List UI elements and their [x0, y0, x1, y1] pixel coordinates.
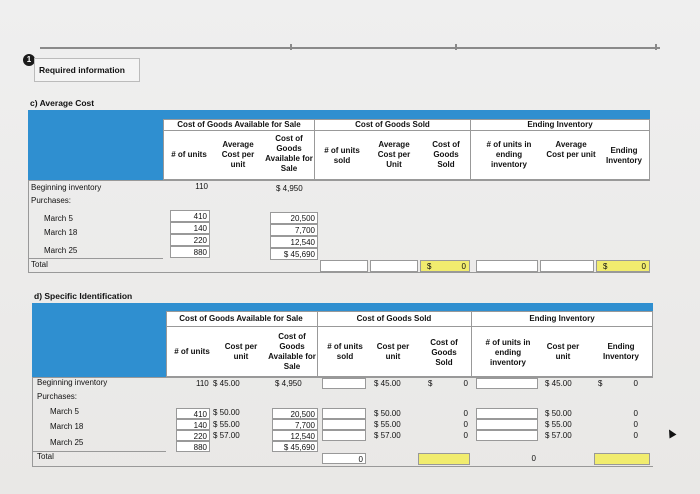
d-units-m5: 410	[176, 408, 210, 419]
rule	[32, 451, 166, 452]
d-units-sold-m5-input[interactable]	[322, 408, 366, 419]
required-info-tab[interactable]	[34, 58, 140, 82]
d-end-inv-beginning: 0	[633, 379, 638, 388]
d-end-title: Ending Inventory	[529, 314, 595, 323]
section-c-title: c) Average Cost	[30, 98, 95, 108]
d-units-end-m25-input[interactable]	[476, 430, 538, 441]
d-row-m25: March 25	[50, 438, 84, 447]
c-avg-cost-unit-total-input[interactable]	[370, 260, 418, 272]
d-end-cost-beginning: $ 45.00	[545, 379, 572, 388]
d-end-inv-m5: 0	[633, 409, 638, 418]
d-sold-cost-m25: $ 57.00	[374, 431, 401, 440]
rule	[163, 130, 650, 131]
d-units-end-total: 0	[531, 454, 536, 463]
d-col-cost-per-unit: Cost per unit	[224, 342, 258, 361]
d-cogs-m25: 12,540	[272, 430, 318, 441]
d-col-units: # of units	[174, 347, 210, 356]
d-units-sold-m18-input[interactable]	[322, 419, 366, 430]
c-units-m5: 410	[170, 210, 210, 222]
required-info-label: Required information	[39, 65, 125, 75]
d-avail-title: Cost of Goods Available for Sale	[179, 314, 303, 323]
c-cogs-m5: 20,500	[270, 212, 318, 224]
d-cogs-total: $ 45,690	[272, 441, 318, 452]
d-sold-cost-beginning: $ 45.00	[374, 379, 401, 388]
c-cogs-m25: 12,540	[270, 236, 318, 248]
c-col-end-inv: Ending Inventory	[605, 146, 642, 165]
d-end-cost-m25: $ 57.00	[545, 431, 572, 440]
d-sold-cogs-beginning: 0	[463, 379, 468, 388]
c-avg-cost-end-total-input[interactable]	[540, 260, 594, 272]
c-col-avg-cost-unit: Average Cost per Unit	[377, 140, 411, 169]
c-units-sold-total-input[interactable]	[320, 260, 368, 272]
c-end-inv-sym: $	[603, 262, 608, 271]
d-cogs-m18: 7,700	[272, 419, 318, 430]
d-sold-cogs-sym: $	[428, 379, 433, 388]
d-end-inv-m18: 0	[633, 420, 638, 429]
d-col-cogs-avail: Cost of Goods Available for Sale	[268, 332, 316, 371]
c-sold-title: Cost of Goods Sold	[355, 120, 430, 129]
d-cogs-m5: 20,500	[272, 408, 318, 419]
rule	[28, 180, 650, 181]
c-cogs-sold-sym: $	[427, 262, 432, 271]
c-col-cogs-avail: Cost of Goods Available for Sale	[265, 134, 313, 173]
d-end-cost-m5: $ 50.00	[545, 409, 572, 418]
c-units-m18: 140	[170, 222, 210, 234]
d-row-purchases: Purchases:	[37, 392, 78, 401]
c-cogs-sold-total[interactable]	[420, 260, 470, 272]
d-col-cogs-sold: Cost of Goods Sold	[430, 338, 458, 367]
c-end-inv-total[interactable]	[596, 260, 650, 272]
d-col-cost-per-unit-sold: Cost per unit	[376, 342, 410, 361]
c-row-m5: March 5	[44, 214, 73, 223]
d-cost-m18: $ 55.00	[213, 420, 240, 429]
divider-tick	[290, 44, 292, 50]
d-sold-cogs-total[interactable]	[418, 453, 470, 465]
info-number-icon: 1	[23, 54, 35, 66]
d-sold-cogs-m18: 0	[463, 420, 468, 429]
c-col-units: # of units	[171, 150, 207, 159]
d-sold-cogs-m5: 0	[463, 409, 468, 418]
d-cost-beginning: $ 45.00	[213, 379, 240, 388]
d-sold-cost-m18: $ 55.00	[374, 420, 401, 429]
rule	[166, 326, 653, 327]
d-row-m5: March 5	[50, 407, 79, 416]
c-row-beginning: Beginning inventory	[31, 183, 102, 192]
c-cogs-total: $ 45,690	[270, 248, 318, 260]
section-c-bar	[28, 110, 650, 119]
d-end-inv-m25: 0	[633, 431, 638, 440]
c-col-units-sold: # of units sold	[324, 146, 360, 165]
divider-tick	[655, 44, 657, 50]
c-avail-title: Cost of Goods Available for Sale	[177, 120, 301, 129]
c-units-total: 880	[170, 246, 210, 258]
c-col-avg-cost: Average Cost per unit	[221, 140, 255, 169]
divider	[40, 47, 660, 49]
d-end-cost-m18: $ 55.00	[545, 420, 572, 429]
d-units-m18: 140	[176, 419, 210, 430]
d-end-inv-total[interactable]	[594, 453, 650, 465]
d-units-total: 880	[176, 441, 210, 452]
c-col-avg-cost-end: Average Cost per unit	[546, 140, 596, 159]
d-col-end-inv: Ending Inventory	[602, 342, 639, 361]
d-units-sold-beginning-input[interactable]	[322, 378, 366, 389]
d-end-inv-sym: $	[598, 379, 603, 388]
d-sold-title: Cost of Goods Sold	[356, 314, 432, 323]
divider-tick	[455, 44, 457, 50]
c-end-inv-val: 0	[641, 262, 646, 271]
d-units-m25: 220	[176, 430, 210, 441]
c-cogs-m18: 7,700	[270, 224, 318, 236]
rule	[32, 377, 33, 466]
c-row-purchases: Purchases:	[31, 196, 72, 205]
d-row-beginning: Beginning inventory	[37, 378, 108, 387]
d-col-units-end: # of units in ending inventory	[485, 338, 531, 367]
c-row-m18: March 18	[44, 228, 78, 237]
d-units-end-m18-input[interactable]	[476, 419, 538, 430]
rule	[471, 311, 472, 377]
rule	[28, 272, 650, 273]
c-col-units-end: # of units in ending inventory	[486, 140, 532, 169]
d-sold-cost-m5: $ 50.00	[374, 409, 401, 418]
c-cogs-sold-val: 0	[461, 262, 466, 271]
d-cost-m5: $ 50.00	[213, 408, 240, 417]
section-d-bar	[32, 303, 653, 311]
c-units-end-total-input[interactable]	[476, 260, 538, 272]
d-sold-cogs-m25: 0	[463, 431, 468, 440]
rule	[470, 119, 471, 180]
section-d-label-block	[32, 311, 166, 377]
section-d-title: d) Specific Identification	[34, 291, 133, 301]
rule	[28, 258, 163, 259]
section-c-label-block	[28, 119, 163, 180]
d-row-m18: March 18	[50, 422, 84, 431]
d-cost-m25: $ 57.00	[213, 431, 240, 440]
c-col-cogs-sold: Cost of Goods Sold	[432, 140, 460, 169]
d-col-units-sold: # of units sold	[327, 342, 363, 361]
c-end-title: Ending Inventory	[527, 120, 593, 129]
d-units-sold-total: 0	[322, 453, 366, 464]
c-units-beginning: 110	[195, 182, 208, 191]
d-col-cost-per-unit-end: Cost per unit	[546, 342, 580, 361]
c-row-total: Total	[31, 260, 48, 269]
rule	[32, 466, 653, 467]
d-units-end-beginning-input[interactable]	[476, 378, 538, 389]
c-units-m25: 220	[170, 234, 210, 246]
d-units-beginning: 110	[196, 379, 209, 388]
c-cogs-beginning: $ 4,950	[276, 184, 303, 193]
rule	[314, 119, 315, 180]
d-units-sold-m25-input[interactable]	[322, 430, 366, 441]
d-units-end-m5-input[interactable]	[476, 408, 538, 419]
c-row-m25: March 25	[44, 246, 78, 255]
rule	[317, 311, 318, 377]
d-row-total: Total	[37, 452, 54, 461]
d-cogs-beginning: $ 4,950	[275, 379, 302, 388]
